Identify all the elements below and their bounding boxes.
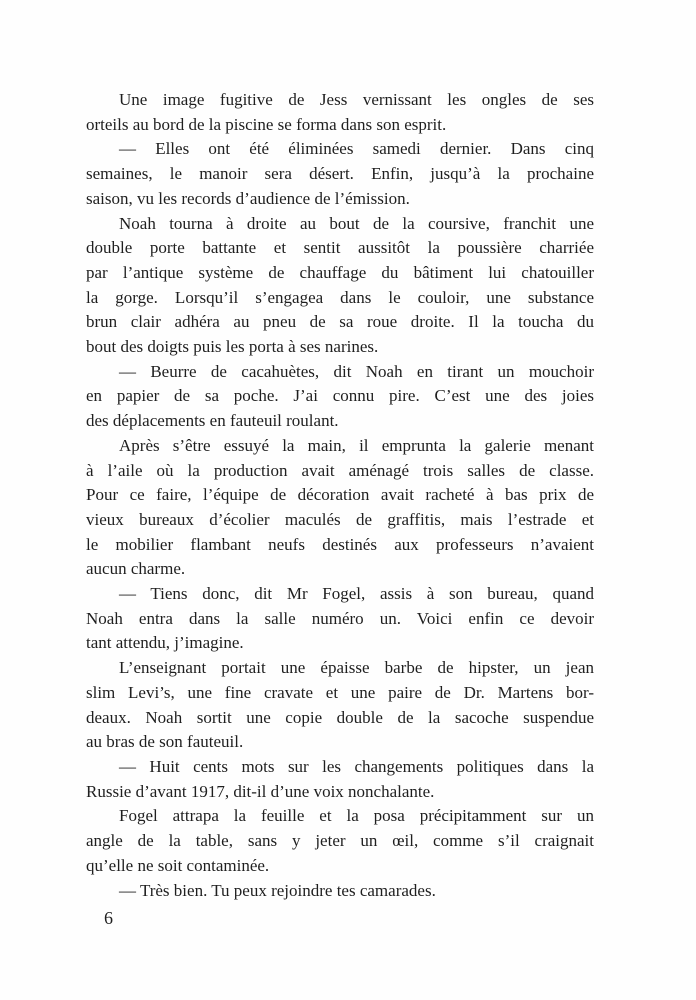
- paragraph: [86, 360, 594, 434]
- text-line: L’enseignant portait une épaisse barbe de hipster, un jean: [119, 658, 594, 678]
- text-line: par l’antique système de chauffage du bâtiment lui chatouiller: [86, 262, 594, 282]
- text-line: Noah entra dans la salle numéro un. Voici enfin ce devoir: [86, 608, 594, 628]
- text-line: vieux bureaux d’écolier maculés de graffitis, mais l’estrade et: [86, 509, 594, 529]
- text-line: tant attendu, j’imagine.: [86, 633, 244, 653]
- text-line: qu’elle ne soit contaminée.: [86, 855, 270, 875]
- text-line: — Tiens donc, dit Mr Fogel, assis à son bureau, quand: [119, 584, 594, 604]
- text-line: Une image fugitive de Jess vernissant les ongles de ses: [119, 90, 594, 109]
- text-line: brun clair adhéra au pneu de sa roue droite. Il la toucha du: [86, 312, 594, 332]
- text-line: semaines, le manoir sera désert. Enfin, jusqu’à la prochaine: [86, 164, 594, 184]
- text-line: angle de la table, sans y jeter un œil, comme s’il craignait: [86, 831, 594, 851]
- paragraph: [86, 755, 594, 804]
- text-line: Fogel attrapa la feuille et la posa précipitamment sur un: [119, 806, 594, 826]
- paragraph: [86, 879, 594, 904]
- text-line: saison, vu les records d’audience de l’émission.: [86, 188, 410, 208]
- page-text: [86, 88, 594, 903]
- text-line: des déplacements en fauteuil roulant.: [86, 411, 339, 431]
- paragraph: [86, 582, 594, 656]
- text-line: double porte battante et sentit aussitôt la poussière charriée: [86, 238, 594, 258]
- text-line: — Beurre de cacahuètes, dit Noah en tirant un mouchoir: [119, 361, 594, 381]
- text-line: le mobilier flambant neufs destinés aux professeurs n’avaient: [86, 534, 594, 554]
- text-line: Noah tourna à droite au bout de la coursive, franchit une: [119, 213, 594, 233]
- paragraph: [86, 88, 594, 137]
- paragraph: [86, 137, 594, 211]
- paragraph: [86, 656, 594, 755]
- text-line: la gorge. Lorsqu’il s’engagea dans le couloir, une substance: [86, 287, 594, 307]
- text-line: bout des doigts puis les porta à ses narines.: [86, 337, 379, 357]
- text-line: — Huit cents mots sur les changements politiques dans la: [119, 756, 594, 776]
- text-line: orteils au bord de la piscine se forma dans son esprit.: [86, 114, 447, 134]
- text-line: slim Levi’s, une fine cravate et une paire de Dr. Martens bor-: [86, 682, 594, 702]
- text-line: en papier de sa poche. J’ai connu pire. C’est une des joies: [86, 386, 594, 406]
- text-line: — Elles ont été éliminées samedi dernier. Dans cinq: [119, 139, 594, 159]
- text-line: aucun charme.: [86, 559, 186, 579]
- page-number: 6: [104, 908, 113, 928]
- paragraph: [86, 434, 594, 582]
- paragraph: [86, 804, 594, 878]
- text-line: Russie d’avant 1917, dit-il d’une voix nonchalante.: [86, 781, 435, 801]
- text-line: au bras de son fauteuil.: [86, 732, 244, 752]
- text-line: deaux. Noah sortit une copie double de la sacoche suspendue: [86, 707, 594, 727]
- text-line: à l’aile où la production avait aménagé trois salles de classe.: [86, 460, 594, 480]
- text-line: Pour ce faire, l’équipe de décoration avait racheté à bas prix de: [86, 485, 594, 505]
- text-line: — Très bien. Tu peux rejoindre tes camarades.: [119, 880, 436, 900]
- text-line: Après s’être essuyé la main, il emprunta la galerie menant: [119, 435, 594, 455]
- paragraph: [86, 212, 594, 360]
